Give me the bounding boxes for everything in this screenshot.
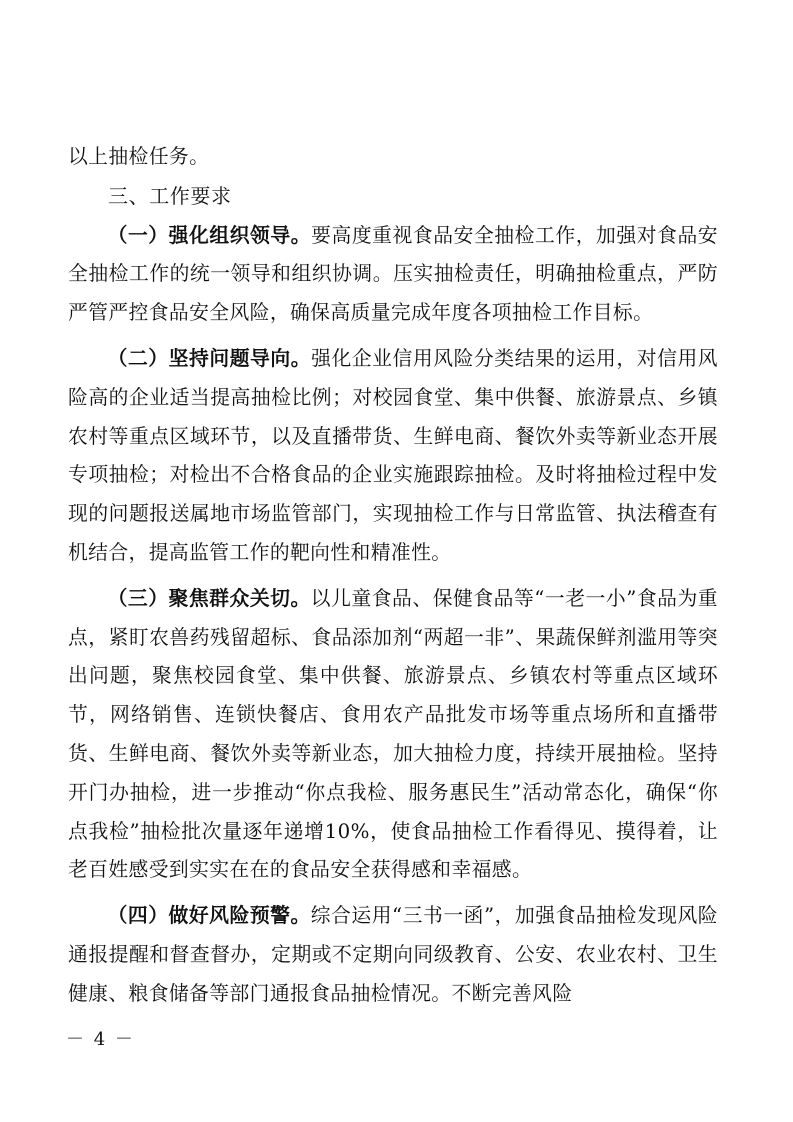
paragraph-lead: （四）做好风险预警。 bbox=[107, 904, 311, 928]
paragraph-lead: （三）聚焦群众关切。 bbox=[107, 586, 311, 610]
section-heading: 三、工作要求 bbox=[108, 183, 232, 208]
document-body bbox=[68, 138, 718, 1014]
paragraph-risk-warning bbox=[68, 897, 718, 1013]
paragraph-body: 综合运用“三书一函”，加强食品抽检发现风险通报提醒和督查督办，定期或不定期向同级教育、公安、农业农村、卫生健康、粮食储备等部门通报食品抽检情况。不断完善风险 bbox=[68, 904, 718, 1005]
paragraph-body: 以儿童食品、保健食品等“一老一小”食品为重点，紧盯农兽药残留超标、食品添加剂“两超一非”、果蔬保鲜剂滥用等突出问题，聚焦校园食堂、集中供餐、旅游景点、乡镇农村等重点区域环节，网络销售、连锁快餐店、食用农产品批发市场等重点场所和直播带货、生鲜电商、餐饮外卖等新业态，加大抽检力度，持续开展抽检。坚持开门办抽检，进一步推动“你点我检、服务惠民生”活动常态化，确保“你点我检”抽检批次量逐年递增10%，使食品抽检工作看得见、摸得着，让老百姓感受到实实在在的食品安全获得感和幸福感。 bbox=[68, 586, 718, 882]
page-number: － 4 － bbox=[66, 1029, 135, 1050]
paragraph-lead: （一）强化组织领导。 bbox=[107, 223, 312, 247]
paragraph-lead: （二）坚持问题导向。 bbox=[107, 346, 312, 370]
paragraph-body: 要高度重视食品安全抽检工作，加强对食品安全抽检工作的统一领导和组织协调。压实抽检责任，明确抽检重点，严防严管严控食品安全风险，确保高质量完成年度各项抽检工作目标。 bbox=[68, 223, 718, 325]
paragraph-public-concerns bbox=[68, 580, 718, 890]
continuation-text: 以上抽检任务。 bbox=[68, 145, 210, 168]
continuation-paragraph bbox=[68, 138, 718, 177]
paragraph-body: 强化企业信用风险分类结果的运用，对信用风险高的企业适当提高抽检比例；对校园食堂、集中供餐、旅游景点、乡镇农村等重点区域环节，以及直播带货、生鲜电商、餐饮外卖等新业态开展专项抽检；对检出不合格食品的企业实施跟踪抽检。及时将抽检过程中发现的问题报送属地市场监管部门，实现抽检工作与日常监管、执法稽查有机结合，提高监管工作的靶向性和精准性。 bbox=[68, 346, 718, 564]
paragraph-problem-orientation bbox=[68, 340, 718, 573]
paragraph-organization-leadership bbox=[68, 217, 718, 333]
